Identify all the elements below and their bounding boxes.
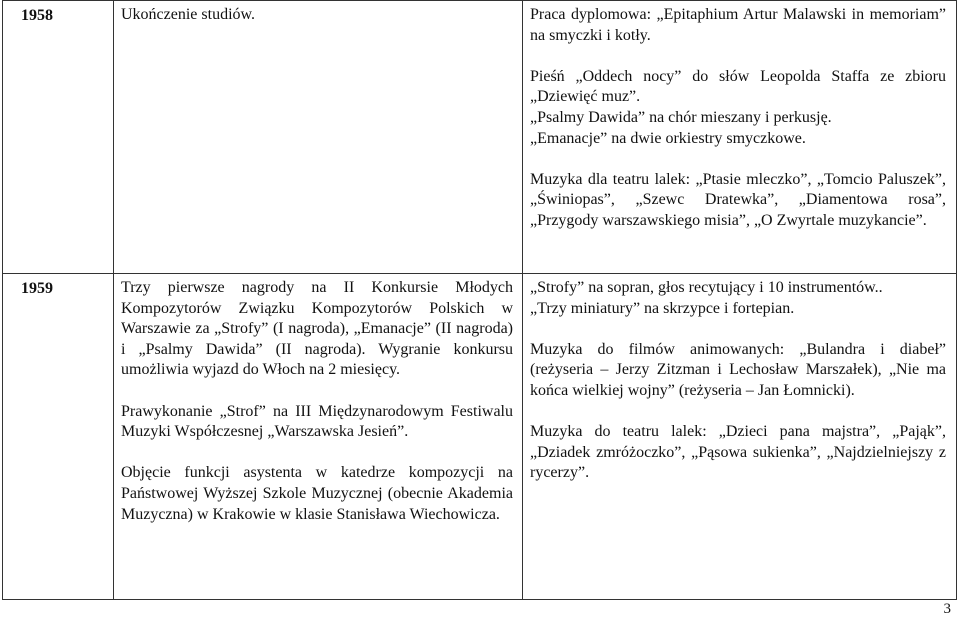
work-paragraph: „Trzy miniatury” na skrzypce i fortepian. (530, 299, 795, 317)
year-cell: 1958 (3, 1, 114, 274)
work-paragraph: Praca dyplomowa: „Epitaphium Artur Malawski in memoriam” na smyczki i kotły. (530, 6, 946, 44)
work-paragraph: „Psalmy Dawida” na chór mieszany i perkusję. (530, 108, 832, 126)
events-cell (114, 274, 523, 600)
work-paragraph: Muzyka do filmów animowanych: „Bulandra i diabeł” (reżyseria – Jerzy Zitzman i Lechosław Marszałek), „Nie ma końca wielkiej wojny” (reżyseria – Jan Łomnicki). (530, 340, 946, 399)
event-paragraph: Prawykonanie „Strof” na III Międzynarodowym Festiwalu Muzyki Współczesnej „Warszawska Jesień”. (121, 402, 513, 441)
work-paragraph: Muzyka dla teatru lalek: „Ptasie mleczko”, „Tomcio Paluszek”, „Świniopas”, „Szewc Dratewka”, „Diamentowa rosa”, „Przygody warszawskiego misia”, „O Zwyrtale muzykancie”. (530, 170, 946, 229)
table-row (3, 274, 957, 600)
work-paragraph: „Strofy” na sopran, głos recytujący i 10 instrumentów.. (530, 279, 883, 296)
chronology-table (2, 0, 957, 600)
works-cell (523, 1, 957, 274)
event-paragraph: Objęcie funkcji asystenta w katedrze kompozycji na Państwowej Wyższej Szkole Muzycznej (obecnie Akademia Muzyczna) w Krakowie w klasie Stanisława Wiechowicza. (121, 464, 513, 523)
events-cell (114, 1, 523, 274)
work-paragraph: Muzyka do teatru lalek: „Dzieci pana majstra”, „Pająk”, „Dziadek zmróżoczko”, „Pąsowa sukienka”, „Najdzielniejszy z rycerzy”. (530, 423, 946, 482)
event-paragraph: Trzy pierwsze nagrody na II Konkursie Młodych Kompozytorów Związku Kompozytorów Polskich w Warszawie za „Strofy” (I nagroda), „Emanacje” (II nagroda) i „Psalmy Dawida” (II nagroda). Wygranie konkursu umożliwia wyjazd do Włoch na 2 miesięcy. (121, 279, 513, 379)
table-row (3, 1, 957, 274)
event-paragraph: Ukończenie studiów. (121, 6, 256, 23)
works-cell (523, 274, 957, 600)
work-paragraph: Pieśń „Oddech nocy” do słów Leopolda Staffa ze zbioru „Dziewięć muz”. (530, 67, 946, 106)
year-cell: 1959 (3, 274, 114, 600)
page-number: 3 (943, 601, 951, 617)
work-paragraph: „Emanacje” na dwie orkiestry smyczkowe. (530, 129, 806, 147)
